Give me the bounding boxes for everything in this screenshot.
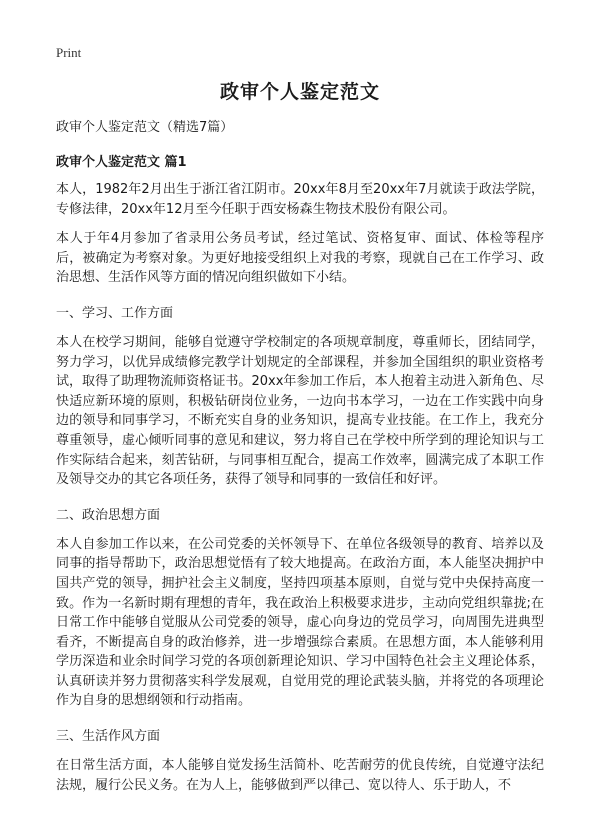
intro-paragraph-1: 本人，1982年2月出生于浙江省江阴市。20xx年8月至20xx年7月就读于政法学院，专修法律，20xx年12月至今任职于西安杨森生物技术股份有限公司。: [56, 182, 544, 217]
section-2-heading: 二、政治思想方面: [56, 507, 161, 523]
article-heading: 政审个人鉴定范文 篇1: [56, 155, 187, 170]
section-2-paragraph: 本人自参加工作以来，在公司党委的关怀领导下、在单位各级领导的教育、培养以及同事的指导帮助下，政治思想觉悟有了较大地提高。在政治方面，本人能坚决拥护中国共产党的领导，拥护社会主义制度，坚持四项基本原则，自觉与党中央保持高度一致。作为一名新时期有理想的青年，我在政治上积极要求进步，主动向党组织靠拢;在日常工作中能够自觉服从公司党委的领导，虚心向身边的党员学习，向周围先进典型看齐，不断提高自身的政治修养，进一步增强综合素质。在思想方面，本人能够利用学历深造和业余时间学习党的各项创新理论知识、学习中国特色社会主义理论体系，认真研读并努力贯彻落实科学发展观，自觉用党的理论武装头脑，并将党的各项理论作为自身的思想纲领和行动指南。: [56, 536, 544, 709]
document-body: [56, 118, 544, 795]
print-label: Print: [56, 45, 82, 60]
section-1-heading: 一、学习、工作方面: [56, 305, 174, 321]
document-title: 政审个人鉴定范文: [219, 81, 380, 103]
document-subtitle: 政审个人鉴定范文（精选7篇）: [56, 120, 234, 135]
section-1-paragraph: 本人在校学习期间，能够自觉遵守学校制定的各项规章制度，尊重师长，团结同学，努力学习，以优异成绩修完教学计划规定的全部课程，并参加全国组织的职业资格考试，取得了助理物流师资格证书。20xx年参加工作后，本人抱着主动进入新角色、尽快适应新环境的原则，积极钻研岗位业务，一边向书本学习，一边在工作实践中向身边的领导和同事学习，不断充实自身的业务知识，提高专业技能。在工作上，我充分尊重领导，虚心倾听同事的意见和建议，努力将自己在学校中所学到的理论知识与工作实际结合起来，刻苦钻研，与同事相互配合，提高工作效率，圆满完成了本职工作及领导交办的其它各项任务，获得了领导和同事的一致信任和好评。: [56, 334, 544, 488]
section-3-heading: 三、生活作风方面: [56, 729, 161, 745]
intro-paragraph-2: 本人于年4月参加了省录用公务员考试，经过笔试、资格复审、面试、体检等程序后，被确定为考察对象。为更好地接受组织上对我的考察，现就自己在工作学习、政治思想、生活作风等方面的情况向组织做如下小结。: [56, 231, 544, 286]
section-3-paragraph: 在日常生活方面，本人能够自觉发扬生活简朴、吃苦耐劳的优良传统，自觉遵守法纪法规，履行公民义务。在为人上，能够做到严以律己、宽以待人、乐于助人，不: [56, 758, 544, 793]
